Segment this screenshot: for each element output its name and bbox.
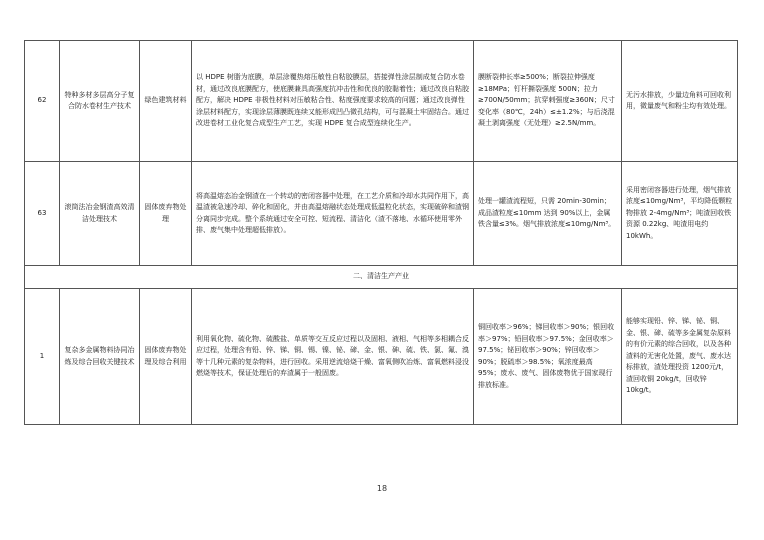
indicator-cell: 铜回收率＞96%；锑回收率＞90%；银回收率＞97%；铅回收率＞97.5%；金回收率＞97.5%；铋回收率＞90%；锌回收率＞90%；脱硫率＞98.5%；氧浓度最高 95%；废水、废气、固体废物优于国家现行排放标准。 xyxy=(474,289,622,425)
technology-name: 滚筒法冶金钢渣高效清洁处理技术 xyxy=(60,162,140,266)
table-row xyxy=(25,162,738,266)
category-cell: 固体废弃物处理及综合利用 xyxy=(140,289,192,425)
row-number: 1 xyxy=(25,289,60,425)
environment-cell: 无污水排放，少量边角料可回收利用，微量废气和粉尘均有效处理。 xyxy=(622,41,738,162)
technology-name: 复杂多金属物料协同冶炼及综合回收关键技术 xyxy=(60,289,140,425)
description-cell: 将高温熔态冶金钢渣在一个转动的密闭容器中处理，在工艺介质和冷却水共同作用下，高温渣被急速冷却、碎化和固化，并由高温熔融状态处理成低温粒化状态，实现破碎和渣钢分离同步完成。整个系统通过安全可控、短流程、清洁化（渣不落地、水循环使用零外排、废气集中处理超低排放）。 xyxy=(192,162,474,266)
technology-name: 特种多材多层高分子复合防水卷材生产技术 xyxy=(60,41,140,162)
catalog-table xyxy=(24,40,738,425)
indicator-cell: 膜断裂伸长率≥500%；断裂拉伸强度≥18MPa；钉杆撕裂强度 500N；拉力≥700N/50mm；抗穿刺强度≥360N；尺寸变化率（80℃，24h）≤±1.2%；与后浇混凝土剥离强度（无处理）≥2.5N/mm。 xyxy=(474,41,622,162)
description-cell: 利用氧化物、硫化物、硫酸盐、单质等交互反应过程以及固相、液相、气相等多相耦合反应过程，处理含有铅、锌、锑、铜、锡、镍、铋、碲、金、银、砷、硫、铁、氯、氟、溴等十几种元素的复杂物料，进行回收。采用逆流焙烧干燥、富氧侧吹冶炼、富氧燃料浸没燃烧等技术，保证处理后的弃渣属于一般固废。 xyxy=(192,289,474,425)
row-number: 62 xyxy=(25,41,60,162)
section-row xyxy=(25,266,738,289)
environment-cell: 采用密闭容器进行处理，烟气排放浓度≤10mg/Nm³，平均降低颗粒物排放 2-4mg/Nm³；吨渣回收铁资源 0.22kg、吨渣用电约 10kWh。 xyxy=(622,162,738,266)
table-row xyxy=(25,41,738,162)
indicator-cell: 处理一罐渣流程短，只需 20min-30min；成品渣粒度≤10mm 达到 90%以上，金属铁含量≤3%。烟气排放浓度≤10mg/Nm³。 xyxy=(474,162,622,266)
category-cell: 绿色建筑材料 xyxy=(140,41,192,162)
category-cell: 固体废弃物处理 xyxy=(140,162,192,266)
environment-cell: 能够实现铅、锌、锑、铋、铜、金、银、碲、硫等多金属复杂原料的有价元素的综合回收，以及各种渣料的无害化处置，废气、废水达标排放，渣处理投资 1200元/t，渣回收铜 20kg/t，回收锌 10kg/t。 xyxy=(622,289,738,425)
description-cell: 以 HDPE 树脂为底膜，单层涂覆热熔压敏性自粘胶膜层，搭接弹性涂层制成复合防水卷材，通过改良底膜配方，使底膜兼具高强度抗冲击性和优良的胶黏着性；通过改良自粘胶配方，解决 HDPE 非极性材料对压敏粘合性、粘度强度要求较高的问题；通过改良弹性涂层材料配方，实现涂层薄膜既连续又能形成凹凸微孔结构，可与混凝土牢固结合。通过改进卷材工业化复合成型生产工艺，实现 HDPE 复合成型连续化生产。 xyxy=(192,41,474,162)
section-title: 二、清洁生产产业 xyxy=(25,266,738,289)
page-number: 18 xyxy=(376,484,388,493)
table-row xyxy=(25,289,738,425)
row-number: 63 xyxy=(25,162,60,266)
